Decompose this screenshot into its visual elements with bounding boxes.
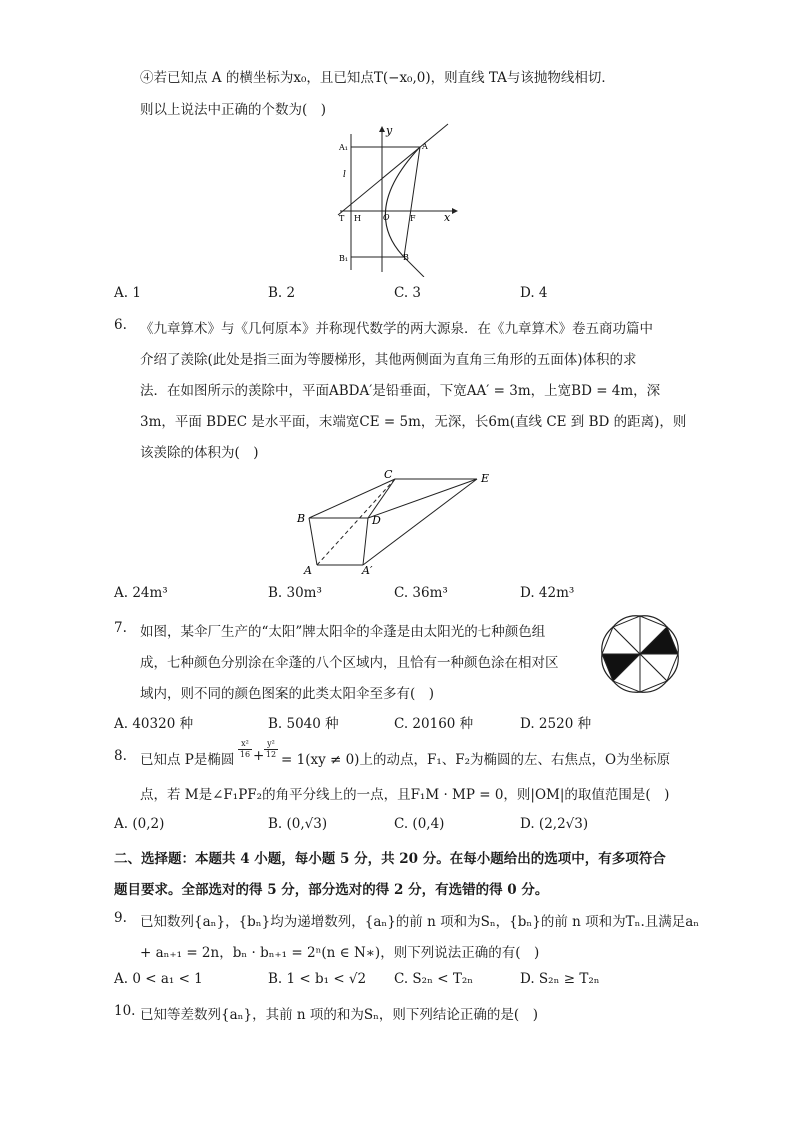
q7-option-a: A. 40320 种 [114,716,194,732]
q8-plus: + [253,748,265,764]
q6-line-5: 该羡除的体积为( ) [140,445,259,461]
q8-fraction-2-numerator: y² [267,739,275,748]
fig-label-a: A [422,142,428,151]
q9-line-2: + aₙ₊₁ = 2n，bₙ · bₙ₊₁ = 2ⁿ(n ∈ N∗)，则下列说法正确的有( ) [140,945,540,961]
fig-label-y: y [386,124,393,137]
q5-item4: ④若已知点 A 的横坐标为x₀，且已知点T(−x₀,0)，则直线 TA与该抛物线相切． [140,70,615,86]
fig-label-b: B [297,512,306,525]
fig-label-o: O [383,213,390,222]
q5-option-d: D. 4 [520,285,548,301]
fig-label-x: x [444,211,451,224]
q10-line: 已知等差数列{aₙ}，其前 n 项的和为Sₙ，则下列结论正确的是( ) [140,1007,538,1023]
q6-number: 6. [114,317,127,333]
q8-fraction-1-numerator: x² [241,739,249,748]
q7-line-2: 成，七种颜色分别涂在伞蓬的八个区域内，且恰有一种颜色涂在相对区 [140,655,559,671]
q9-option-a: A. 0 < a₁ < 1 [114,971,203,987]
q6-line-2: 介绍了羡除(此处是指三面为等腰梯形，其他两侧面为直角三角形的五面体)体积的求 [140,352,637,368]
q9-option-d: D. S₂ₙ ≥ T₂ₙ [520,971,600,987]
fig-label-c: C [384,468,393,481]
q6-option-b: B. 30m³ [268,585,322,601]
solid-figure [292,466,502,578]
fig-label-b: B [403,253,409,262]
q5-option-a: A. 1 [114,285,141,301]
fig-label-h: H [354,214,361,223]
q8-fraction-2 [264,739,278,759]
q6-line-1: 《九章算术》与《几何原本》并称现代数学的两大源泉．在《九章算术》卷五商功篇中 [140,321,653,337]
q5-prompt: 则以上说法中正确的个数为( ) [140,102,327,118]
q8-fraction-1-denominator: 16 [239,750,251,759]
q8-option-b: B. (0,√3) [268,816,328,832]
section2-heading-line-2: 题目要求。全部选对的得 5 分，部分选对的得 2 分，有选错的得 0 分。 [114,882,549,898]
q7-number: 7. [114,620,127,636]
fig-label-b1: B₁ [339,254,349,263]
q8-fraction-2-denominator: 12 [265,750,277,759]
q5-option-c: C. 3 [394,285,422,301]
section2-heading-line-1: 二、选择题：本题共 4 小题，每小题 5 分，共 20 分。在每小题给出的选项中，有多项符合 [114,851,666,867]
fig-label-l: l [343,170,346,180]
q9-line-1: 已知数列{aₙ}，{bₙ}均为递增数列，{aₙ}的前 n 项和为Sₙ，{bₙ}的前 n 项和为Tₙ.且满足aₙ [140,914,700,930]
q9-number: 9. [114,910,127,926]
q8-line-1-end: = 1(xy ≠ 0)上的动点，F₁、F₂为椭圆的左、右焦点，O为坐标原 [281,752,671,768]
q6-option-d: D. 42m³ [520,585,575,601]
parabola-figure [330,122,460,277]
q6-option-c: C. 36m³ [394,585,448,601]
q8-fraction-1 [238,739,252,759]
fig-label-e: E [481,472,490,485]
q8-option-a: A. (0,2) [114,816,165,832]
q6-line-3: 法．在如图所示的羡除中，平面ABDA′是铅垂面，下宽AA′ = 3m，上宽BD = 4m，深 [140,383,661,399]
q7-option-d: D. 2520 种 [520,716,592,732]
q6-option-a: A. 24m³ [114,585,168,601]
q8-line-1-start: 已知点 P是椭圆 [140,752,235,768]
q8-line-2: 点，若 M是∠F₁PF₂的角平分线上的一点，且F₁M · MP = 0，则|OM|的取值范围是( ) [140,787,670,803]
q7-option-b: B. 5040 种 [268,716,339,732]
fig-label-f: F [410,214,416,223]
q7-line-1: 如图，某伞厂生产的“太阳”牌太阳伞的伞蓬是由太阳光的七种颜色组 [140,624,546,640]
fig-label-d: D [372,514,381,527]
fig-label-t: T [339,214,345,223]
q8-number: 8. [114,748,127,764]
fig-label-a: A [304,564,312,577]
q7-line-3: 域内，则不同的颜色图案的此类太阳伞至多有( ) [140,686,435,702]
q6-line-4: 3m，平面 BDEC 是水平面，末端宽CE = 5m，无深，长6m(直线 CE 到 BD 的距离)，则 [140,414,687,430]
fig-label-a1: A₁ [339,143,348,152]
umbrella-figure [598,612,682,696]
q8-option-c: C. (0,4) [394,816,445,832]
q9-option-c: C. S₂ₙ < T₂ₙ [394,971,474,987]
q10-number: 10. [114,1003,136,1019]
q8-option-d: D. (2,2√3) [520,816,589,832]
q7-option-c: C. 20160 种 [394,716,474,732]
q9-option-b: B. 1 < b₁ < √2 [268,971,367,987]
fig-label-a-prime: A′ [362,564,373,577]
q5-option-b: B. 2 [268,285,296,301]
